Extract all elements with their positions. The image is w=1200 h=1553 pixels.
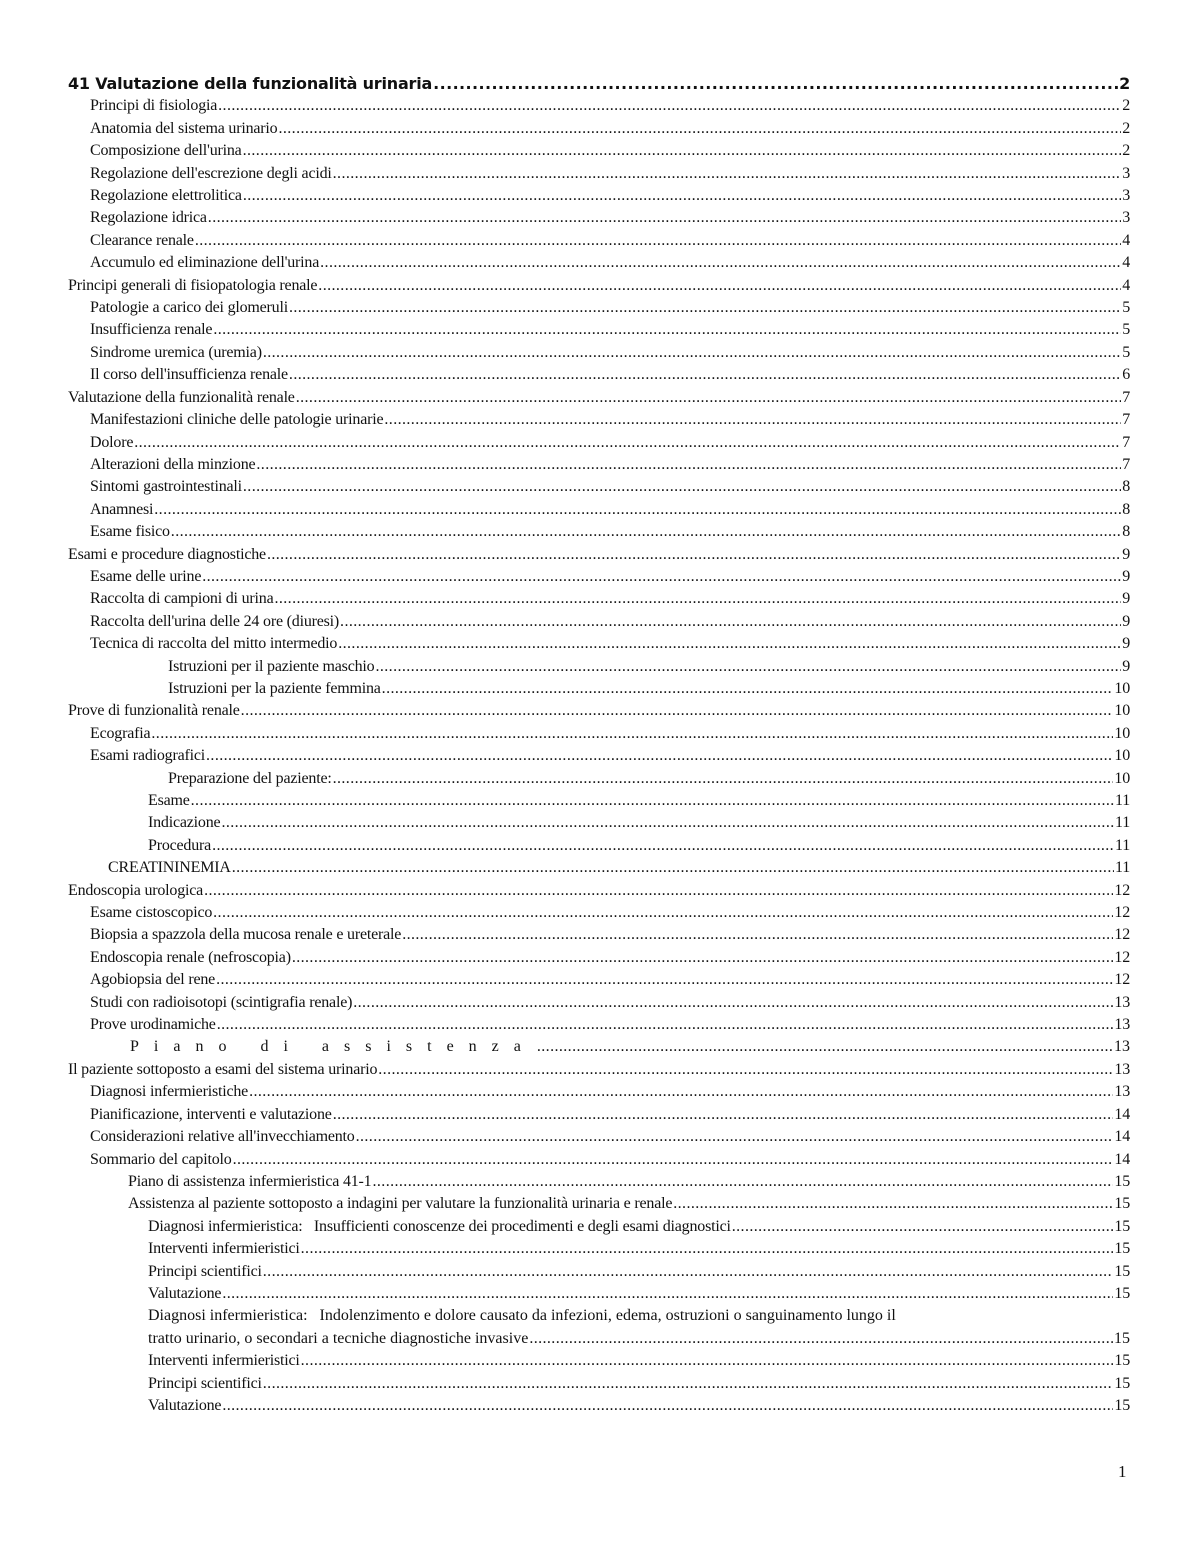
toc-entry[interactable] <box>68 140 1130 162</box>
toc-entry[interactable] <box>68 1238 1130 1260</box>
toc-page: 13 <box>1114 1083 1130 1101</box>
toc-page: 12 <box>1114 948 1130 966</box>
toc-entry[interactable] <box>68 118 1130 140</box>
toc-page: 10 <box>1114 702 1130 720</box>
toc-entry-text: Preparazione del paziente: <box>168 769 332 787</box>
toc-entry-text: Istruzioni per la paziente femmina <box>168 679 381 697</box>
toc-page: 9 <box>1122 567 1130 585</box>
toc-page: 2 <box>1119 74 1130 93</box>
toc-entry[interactable] <box>68 499 1130 521</box>
toc-page: 8 <box>1122 523 1130 541</box>
toc-entry-text: Raccolta di campioni di urina <box>90 590 274 608</box>
toc-entry[interactable] <box>68 1104 1130 1126</box>
toc-entry-text: Istruzioni per il paziente maschio <box>168 657 375 675</box>
toc-entry[interactable] <box>68 700 1130 722</box>
toc-page: 2 <box>1122 142 1130 160</box>
toc-entry-text: Esami e procedure diagnostiche <box>68 545 266 563</box>
toc-entry-text: Studi con radioisotopi (scintigrafia renale) <box>90 993 353 1011</box>
toc-page: 3 <box>1122 187 1130 205</box>
toc-page: 11 <box>1114 792 1130 809</box>
toc-entry[interactable] <box>68 1081 1130 1103</box>
toc-page: 6 <box>1122 366 1130 384</box>
toc-entry[interactable] <box>68 1395 1130 1417</box>
toc-page: 9 <box>1122 657 1130 675</box>
toc-page: 9 <box>1122 612 1130 630</box>
toc-entry-text: Prove urodinamiche <box>90 1016 216 1034</box>
toc-page: 11 <box>1114 836 1130 854</box>
toc-entry[interactable] <box>68 812 1130 834</box>
toc-entry-text: Il corso dell'insufficienza renale <box>90 366 288 384</box>
toc-entry[interactable] <box>68 969 1130 991</box>
toc-page: 14 <box>1114 1128 1130 1146</box>
toc-entry[interactable] <box>68 857 1130 879</box>
toc-page: 7 <box>1122 433 1130 451</box>
toc-page: 11 <box>1114 859 1130 877</box>
toc-entry-text: Diagnosi infermieristica: Insufficienti conoscenze dei procedimenti e degli esami diagnostici <box>148 1217 731 1235</box>
toc-page: 15 <box>1114 1396 1130 1414</box>
toc-entry-text: Clearance renale <box>90 231 194 249</box>
toc-page: 12 <box>1114 926 1130 944</box>
toc-entry[interactable] <box>68 902 1130 924</box>
toc-entry[interactable] <box>68 364 1130 386</box>
toc-entry-text: Interventi infermieristici <box>148 1352 300 1370</box>
toc-entry[interactable] <box>68 1350 1130 1372</box>
toc-entry-text: Anamnesi <box>90 500 154 518</box>
toc-entry[interactable] <box>68 230 1130 252</box>
toc-entry-text: Regolazione elettrolitica <box>90 187 242 205</box>
toc-entry[interactable] <box>68 207 1130 229</box>
toc-entry[interactable] <box>68 1261 1130 1283</box>
toc-page: 5 <box>1122 299 1130 317</box>
toc-entry[interactable] <box>68 297 1130 319</box>
toc-entry-text: Esame delle urine <box>90 567 202 585</box>
toc-page: 14 <box>1114 1150 1130 1168</box>
toc-page: 3 <box>1122 209 1130 227</box>
toc-page: 4 <box>1122 231 1130 249</box>
toc-entry[interactable] <box>68 745 1130 767</box>
page-number: 1 <box>1118 1462 1127 1481</box>
toc-entry[interactable] <box>68 768 1130 790</box>
toc-entry[interactable] <box>68 1193 1130 1215</box>
toc-page: 13 <box>1114 1016 1130 1034</box>
toc-entry[interactable] <box>68 454 1130 476</box>
toc-entry-text: Endoscopia renale (nefroscopia) <box>90 948 291 966</box>
toc-entry[interactable] <box>68 1149 1130 1171</box>
toc-title-entry[interactable] <box>68 73 1130 95</box>
toc-entry-text: Sindrome uremica (uremia) <box>90 343 262 361</box>
toc-entry-text: Procedura <box>148 836 212 854</box>
toc-entry-text: Il paziente sottoposto a esami del sistema urinario <box>68 1060 378 1078</box>
toc-entry-text: Tecnica di raccolta del mitto intermedio <box>90 635 338 653</box>
toc-page: 15 <box>1114 1195 1130 1213</box>
toc-entry-text: Principi di fisiologia <box>90 97 218 115</box>
toc-entry-text: Assistenza al paziente sottoposto a indagini per valutare la funzionalità urinaria e renale <box>128 1195 673 1213</box>
toc-entry-text: Principi generali di fisiopatologia renale <box>68 276 318 294</box>
toc-entry-text: Composizione dell'urina <box>90 142 242 160</box>
toc-page: 7 <box>1122 455 1130 473</box>
toc-entry[interactable] <box>68 342 1130 364</box>
toc-entry-text: Accumulo ed eliminazione dell'urina <box>90 254 320 272</box>
toc-entry-text: Principi scientifici <box>148 1374 262 1392</box>
toc-page: 2 <box>1122 97 1130 115</box>
toc-entry[interactable] <box>68 319 1130 341</box>
toc-entry[interactable] <box>68 1171 1130 1193</box>
toc-entry[interactable] <box>68 1014 1130 1036</box>
toc-entry-text: Sintomi gastrointestinali <box>90 478 242 496</box>
toc-page: 15 <box>1114 1240 1130 1258</box>
toc-entry-text: Interventi infermieristici <box>148 1240 300 1258</box>
toc-entry-text: Considerazioni relative all'invecchiamento <box>90 1128 355 1146</box>
toc-entry-text: Piano di assistenza infermieristica 41-1 <box>128 1172 372 1190</box>
toc-page: 8 <box>1122 500 1130 518</box>
toc-entry[interactable] <box>68 1373 1130 1395</box>
toc-entry[interactable] <box>68 95 1130 117</box>
toc-entry[interactable] <box>68 1216 1130 1238</box>
toc-page: 15 <box>1114 1172 1130 1190</box>
toc-page: 13 <box>1114 1060 1130 1078</box>
toc-entry-text: Agobiopsia del rene <box>90 971 216 989</box>
toc-page: 7 <box>1122 388 1130 406</box>
toc-page: 15 <box>1114 1217 1130 1235</box>
toc-page: 8 <box>1122 478 1130 496</box>
toc-entry-text: Esame cistoscopico <box>90 904 213 922</box>
toc-page: 10 <box>1114 769 1130 787</box>
toc-page: 15 <box>1114 1329 1130 1347</box>
toc-entry-text: Esame fisico <box>90 523 170 541</box>
toc-page: 15 <box>1114 1284 1130 1302</box>
toc-entry-text: Esame <box>148 792 190 809</box>
toc-entry[interactable] <box>68 924 1130 946</box>
toc-entry-text-line2: tratto urinario, o secondari a tecniche diagnostiche invasive <box>148 1329 529 1347</box>
toc-page: 10 <box>1114 747 1130 765</box>
toc-entry-text: Raccolta dell'urina delle 24 ore (diuresi) <box>90 612 340 630</box>
toc-entry-text: Esami radiografici <box>90 747 206 765</box>
toc-entry-text: Anatomia del sistema urinario <box>90 119 278 137</box>
toc-entry-text: Valutazione della funzionalità renale <box>68 388 295 406</box>
toc-entry[interactable] <box>68 1036 1130 1058</box>
toc-page: 7 <box>1122 411 1130 429</box>
toc-entry-text: CREATININEMIA <box>108 859 231 877</box>
toc-page: 12 <box>1114 881 1130 899</box>
toc-entry[interactable] <box>68 387 1130 409</box>
toc-page: 4 <box>1122 254 1130 272</box>
toc-page: 12 <box>1114 904 1130 922</box>
toc-entry[interactable] <box>68 1283 1130 1305</box>
toc-page: 4 <box>1122 276 1130 294</box>
toc-title: 41 Valutazione della funzionalità urinaria <box>68 74 433 93</box>
toc-page: 9 <box>1122 590 1130 608</box>
toc-entry[interactable] <box>68 544 1130 566</box>
toc-page: 15 <box>1114 1352 1130 1370</box>
toc-entry-text: Manifestazioni cliniche delle patologie urinarie <box>90 411 384 429</box>
toc-page: 10 <box>1114 724 1130 742</box>
toc-entry[interactable] <box>68 163 1130 185</box>
toc-page: 13 <box>1114 1038 1130 1056</box>
toc-entry-text: Alterazioni della minzione <box>90 455 256 473</box>
toc-entry[interactable] <box>68 1126 1130 1148</box>
toc-entry[interactable] <box>68 790 1130 812</box>
toc-entry-text: Prove di funzionalità renale <box>68 702 240 720</box>
toc-entry[interactable] <box>68 835 1130 857</box>
toc-entry[interactable] <box>68 588 1130 610</box>
toc-entry[interactable] <box>68 521 1130 543</box>
toc-entry-multiline[interactable] <box>68 1305 1130 1350</box>
toc-entry[interactable] <box>68 723 1130 745</box>
toc-entry-text-line1: Diagnosi infermieristica: Indolenzimento e dolore causato da infezioni, edema, ostruzioni o sanguinamento lungo il <box>148 1307 896 1325</box>
toc-entry[interactable] <box>68 633 1130 655</box>
toc-page: 15 <box>1114 1374 1130 1392</box>
toc-entry[interactable] <box>68 992 1130 1014</box>
toc-entry[interactable] <box>68 947 1130 969</box>
toc-page: 11 <box>1114 814 1130 832</box>
toc-entry-text: Principi scientifici <box>148 1262 262 1280</box>
toc-entry[interactable] <box>68 252 1130 274</box>
toc-page: 5 <box>1122 343 1130 361</box>
toc-entry-text: Patologie a carico dei glomeruli <box>90 299 288 317</box>
toc-entry-text: Diagnosi infermieristiche <box>90 1083 249 1101</box>
toc-page: 13 <box>1114 993 1130 1011</box>
toc-entry[interactable] <box>68 185 1130 207</box>
toc-entry[interactable] <box>68 432 1130 454</box>
toc-entry-text: Dolore <box>90 433 134 451</box>
toc-entry-text: Biopsia a spazzola della mucosa renale e ureterale <box>90 926 402 944</box>
toc-page: 10 <box>1114 679 1130 697</box>
toc-entry[interactable] <box>68 566 1130 588</box>
toc-entry-text: Regolazione dell'escrezione degli acidi <box>90 164 332 182</box>
toc-page: 2 <box>1122 119 1130 137</box>
toc-entry[interactable] <box>68 880 1130 902</box>
toc-entry[interactable] <box>68 611 1130 633</box>
toc-entry[interactable] <box>68 656 1130 678</box>
toc-entry-text: Regolazione idrica <box>90 209 207 227</box>
toc-entry-text: Endoscopia urologica <box>68 881 204 899</box>
toc-entry-text: Valutazione <box>148 1396 222 1414</box>
toc-entry[interactable] <box>68 476 1130 498</box>
toc-entry[interactable] <box>68 409 1130 431</box>
table-of-contents <box>68 73 1130 1417</box>
toc-page: 14 <box>1114 1105 1130 1123</box>
toc-entry-text: Insufficienza renale <box>90 321 213 339</box>
toc-entry-text: Pianificazione, interventi e valutazione <box>90 1105 332 1123</box>
toc-page: 9 <box>1122 545 1130 563</box>
toc-entry-text: Ecografia <box>90 724 151 742</box>
toc-entry-text: Piano di assistenza <box>130 1038 536 1056</box>
toc-entry[interactable] <box>68 678 1130 700</box>
toc-entry[interactable] <box>68 275 1130 297</box>
toc-entry-text: Valutazione <box>148 1284 222 1302</box>
toc-page: 15 <box>1114 1262 1130 1280</box>
toc-entry[interactable] <box>68 1059 1130 1081</box>
toc-page: 12 <box>1114 971 1130 989</box>
toc-page: 9 <box>1122 635 1130 653</box>
toc-page: 3 <box>1122 164 1130 182</box>
toc-page: 5 <box>1122 321 1130 339</box>
toc-entry-text: Indicazione <box>148 814 221 832</box>
toc-entry-text: Sommario del capitolo <box>90 1150 232 1168</box>
